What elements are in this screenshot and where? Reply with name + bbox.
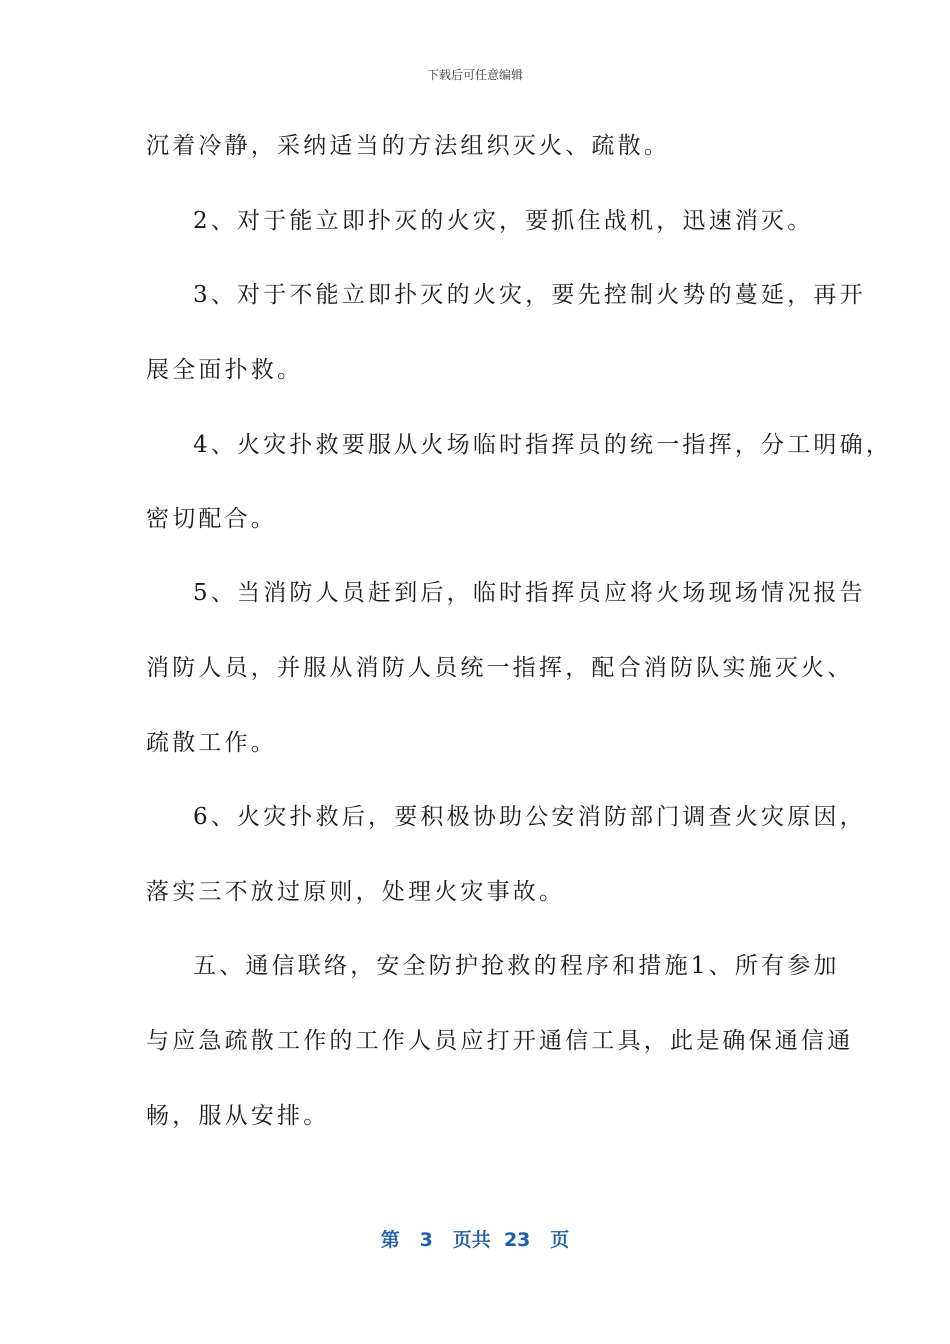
page-header: 下载后可任意编辑 (426, 68, 523, 82)
paragraph-line: 与应急疏散工作的工作人员应打开通信工具，此是确保通信通 (146, 1028, 854, 1054)
paragraph-line: 密切配合。 (146, 506, 277, 532)
paragraph-line: 4、火灾扑救要服从火场临时指挥员的统一指挥，分工明确， (193, 432, 893, 458)
paragraph-line: 五、通信联络，安全防护抢救的程序和措施1、所有参加 (193, 953, 840, 979)
paragraph-line: 展全面扑救。 (146, 357, 304, 383)
paragraph-line: 5、当消防人员赶到后，临时指挥员应将火场现场情况报告 (193, 580, 866, 606)
total-pages-number: 23 (503, 1229, 531, 1251)
current-page-number: 3 (419, 1229, 433, 1251)
paragraph-line: 落实三不放过原则，处理火灾事故。 (146, 879, 566, 905)
page-number-footer (0, 1225, 950, 1252)
paragraph-line: 消防人员，并服从消防人员统一指挥，配合消防队实施灭火、 (146, 655, 854, 681)
footer-suffix: 页 (550, 1229, 570, 1251)
paragraph-line: 3、对于不能立即扑灭的火灾，要先控制火势的蔓延，再开 (193, 282, 866, 308)
footer-middle: 页共 (452, 1229, 491, 1251)
paragraph-line: 畅，服从安排。 (146, 1103, 330, 1129)
paragraph-line: 6、火灾扑救后，要积极协助公安消防部门调查火灾原因， (193, 804, 866, 830)
paragraph-line: 2、对于能立即扑灭的火灾，要抓住战机，迅速消灭。 (193, 208, 814, 234)
paragraph-line: 沉着冷静，采纳适当的方法组织灭火、疏散。 (146, 133, 670, 159)
footer-prefix: 第 (380, 1229, 400, 1251)
paragraph-line: 疏散工作。 (146, 730, 277, 756)
